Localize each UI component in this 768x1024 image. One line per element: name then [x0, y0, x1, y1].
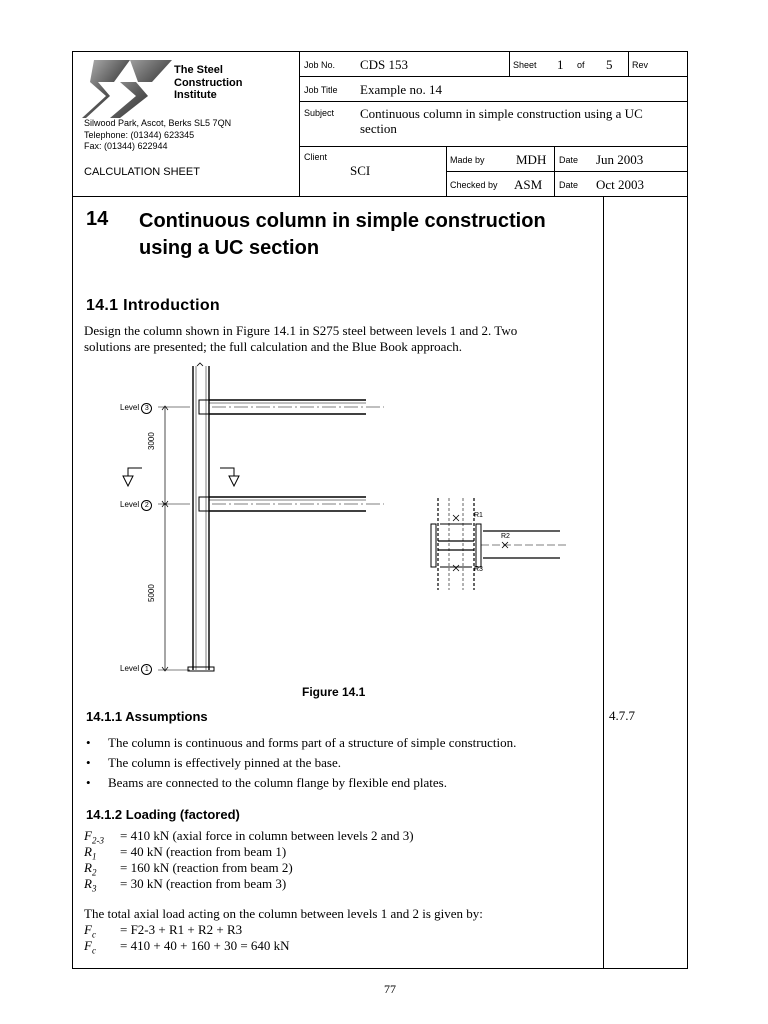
header-row-rule — [299, 76, 688, 77]
clause-reference: 4.7.7 — [609, 708, 635, 723]
header-divider — [628, 51, 629, 76]
made-date-label: Date — [559, 155, 579, 165]
job-title-value: Example no. 14 — [360, 82, 442, 97]
job-no-label: Job No. — [304, 60, 336, 70]
sheet-number: 1 — [557, 57, 564, 72]
sci-logo-icon — [80, 56, 176, 122]
header-row-rule — [299, 101, 688, 102]
total-load-equation: $F_c = F2-3 + R1 + R2 + R3$ — [84, 922, 243, 940]
intro-paragraph: Design the column shown in Figure 14.1 in S275 steel between levels 1 and 2. Two solutions are presented; the full calculation and the Blue Book approach. — [84, 323, 518, 354]
figure-caption: Figure 14.1 — [302, 685, 366, 699]
list-item: • The column is continuous and forms part of a structure of simple construction. — [86, 735, 517, 750]
subject-label: Subject — [304, 108, 335, 118]
subject-value: Continuous column in simple construction using a UC section — [360, 106, 643, 136]
sheet-total: 5 — [606, 57, 613, 72]
job-title-label: Job Title — [304, 85, 338, 95]
header-row-rule — [446, 171, 688, 172]
level-2-label: Level 2 — [120, 500, 152, 511]
client-value: SCI — [350, 163, 371, 178]
dimension-5000: 5000 — [147, 584, 156, 602]
list-item: • Beams are connected to the column flange by flexible end plates. — [86, 775, 447, 790]
sheet-label: Sheet — [513, 60, 537, 70]
intro-heading: 14.1 Introduction — [86, 297, 220, 314]
header-row-rule — [299, 146, 688, 147]
total-load-text: The total axial load acting on the column between levels 1 and 2 is given by: — [84, 906, 483, 921]
reaction-r2-label: R2 — [501, 533, 510, 540]
org-address: Silwood Park, Ascot, Berks SL5 7QN Telephone: (01344) 623345 Fax: (01344) 622944 — [84, 118, 232, 151]
checked-date-label: Date — [559, 180, 579, 190]
load-row: $R_3 = 30$ kN (reaction from beam 3) — [84, 876, 287, 894]
section-number: 14 — [86, 208, 109, 230]
loading-heading: 14.1.2 Loading (factored) — [86, 807, 240, 822]
sheet-type: CALCULATION SHEET — [84, 166, 200, 178]
checked-by-label: Checked by — [450, 180, 498, 190]
load-row: $F_{2-3} = 410$ kN (axial force in column between levels 2 and 3) — [84, 828, 414, 846]
list-item: • The column is effectively pinned at the base. — [86, 755, 341, 770]
made-by-label: Made by — [450, 155, 485, 165]
total-load-value: $F_c = 410 + 40 + 160 + 30 = 640$ kN — [84, 938, 290, 956]
header-divider — [446, 146, 447, 197]
section-title: Continuous column in simple construction using a UC section — [139, 210, 546, 259]
margin-column-rule — [603, 196, 604, 969]
load-row: $R_2 = 160$ kN (reaction from beam 2) — [84, 860, 293, 878]
reaction-r1-label: R1 — [474, 512, 483, 519]
header-divider — [299, 51, 300, 197]
header-divider — [509, 51, 510, 76]
of-label: of — [577, 60, 585, 70]
header-divider — [554, 146, 555, 197]
frame-elevation-figure — [100, 362, 580, 680]
dimension-3000: 3000 — [147, 432, 156, 450]
made-by-value: MDH — [516, 152, 547, 167]
client-label: Client — [304, 152, 328, 162]
made-date-value: Jun 2003 — [596, 152, 644, 167]
level-3-label: Level 3 — [120, 403, 152, 414]
checked-date-value: Oct 2003 — [596, 177, 645, 192]
level-1-label: Level 1 — [120, 664, 152, 675]
checked-by-value: ASM — [514, 177, 543, 192]
assumptions-heading: 14.1.1 Assumptions — [86, 709, 208, 724]
reaction-r3-label: R3 — [474, 566, 483, 573]
load-row: $R_1 = 40$ kN (reaction from beam 1) — [84, 844, 287, 862]
header-bottom-rule — [72, 196, 688, 197]
rev-label: Rev — [632, 60, 649, 70]
job-no-value: CDS 153 — [360, 57, 409, 72]
org-name: The Steel Construction Institute — [174, 64, 243, 101]
page-number: 77 — [384, 982, 396, 996]
